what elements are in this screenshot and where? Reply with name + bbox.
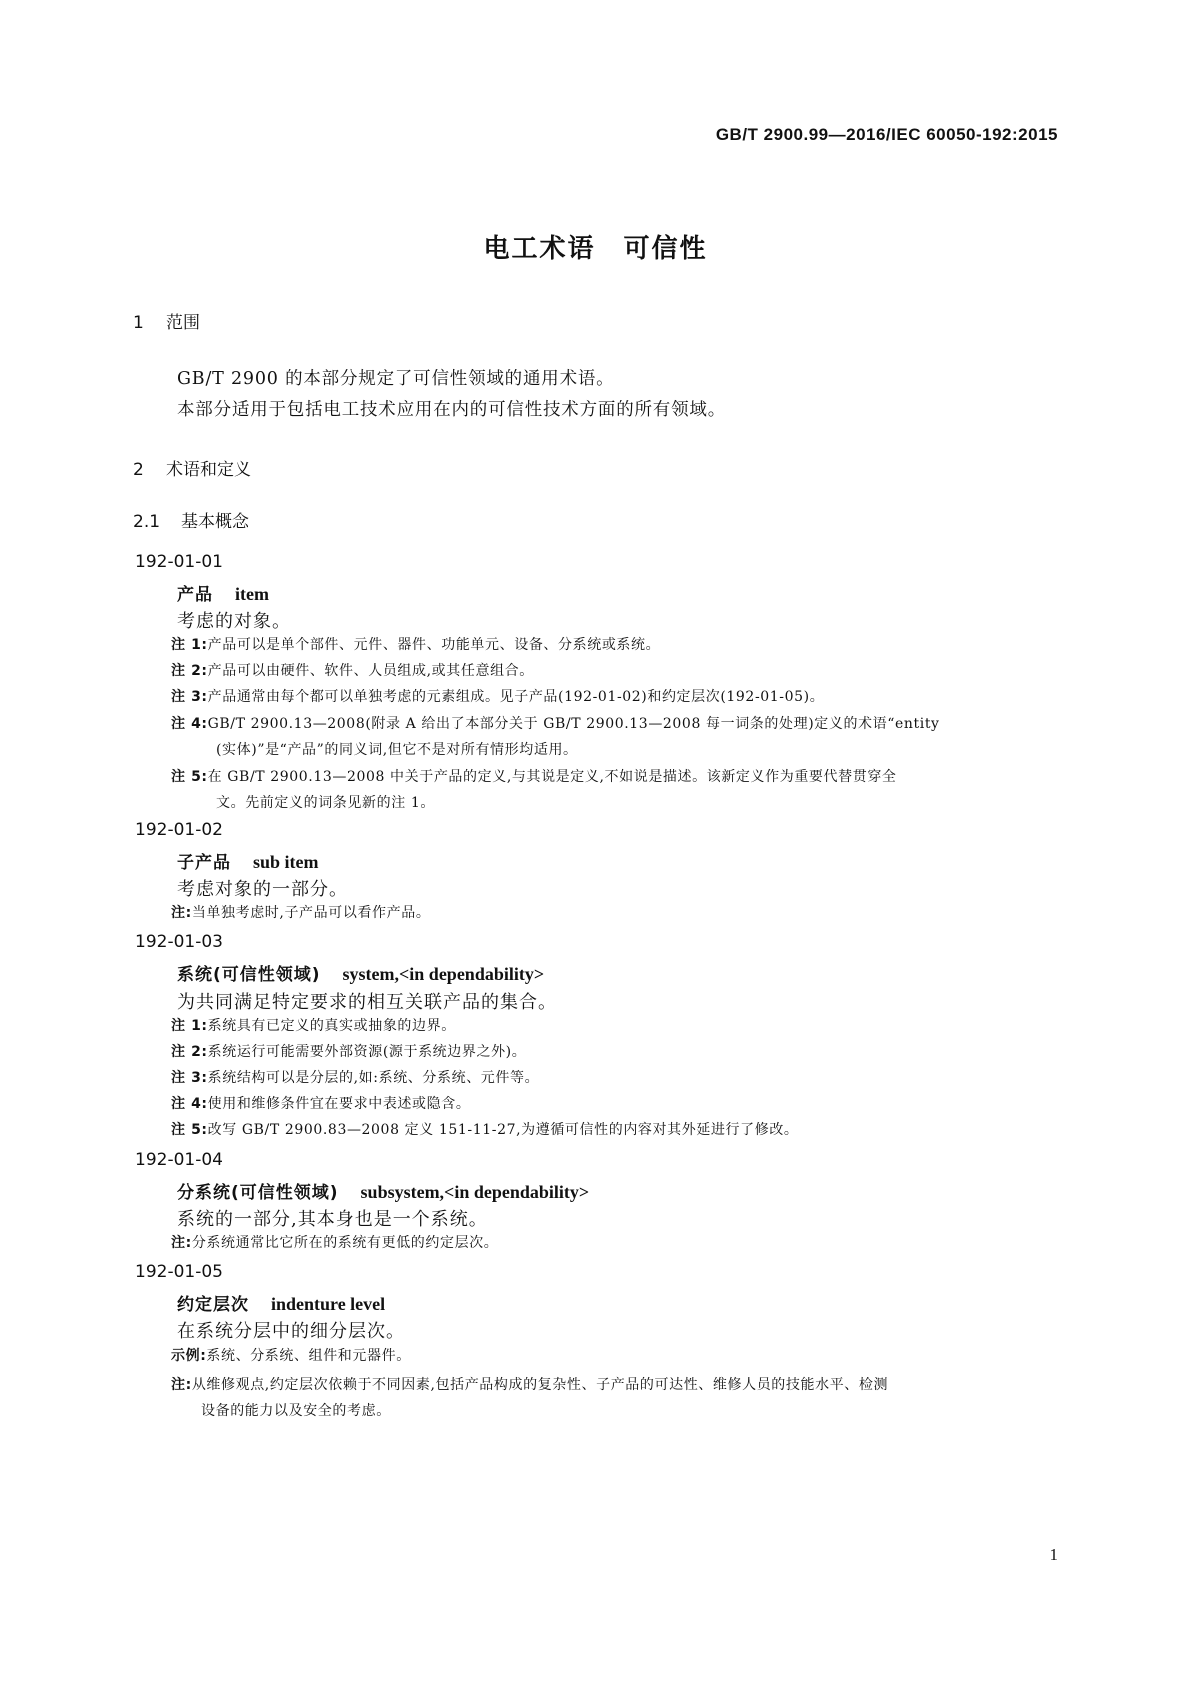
entry-note [171,1091,1051,1117]
entry-code: 192-01-02 [135,820,223,840]
term-chinese: 约定层次 [177,1295,249,1315]
entry-term [177,1178,589,1203]
note-label: 注 4: [171,716,208,732]
note-label: 注 5: [171,1122,208,1138]
note-text: 产品可以由硬件、软件、人员组成,或其任意组合。 [207,663,534,679]
standard-number-header: GB/T 2900.99—2016/IEC 60050-192:2015 [715,125,1058,144]
term-chinese: 产品 [177,585,213,605]
note-text: 当单独考虑时,子产品可以看作产品。 [191,905,431,921]
term-chinese: 分系统(可信性领域) [177,1183,339,1203]
scope-paragraph-1: GB/T 2900 的本部分规定了可信性领域的通用术语。 [177,369,615,389]
entry-definition: 为共同满足特定要求的相互关联产品的集合。 [177,992,557,1013]
entry-example [171,1343,1051,1369]
note-label: 注: [171,905,192,921]
term-chinese: 系统(可信性领域) [177,965,321,985]
entry-note [171,1039,1051,1065]
example-label: 示例: [171,1348,207,1364]
example-text: 系统、分系统、组件和元器件。 [206,1348,411,1364]
entry-note [171,658,1051,684]
note-text: 改写 GB/T 2900.83—2008 定义 151-11-27,为遵循可信性的内容对其外延进行了修改。 [207,1122,799,1138]
term-english: subsystem,<in dependability> [360,1182,590,1202]
entry-code: 192-01-03 [135,932,223,952]
section-number: 2 [133,460,144,480]
note-text: 使用和维修条件宜在要求中表述或隐含。 [207,1096,471,1112]
entry-note [171,764,1051,816]
section-label: 基本概念 [181,512,249,532]
entry-note [171,711,1051,763]
scope-paragraph-2: 本部分适用于包括电工技术应用在内的可信性技术方面的所有领域。 [177,400,726,420]
note-label: 注 3: [171,689,208,705]
note-continuation: 文。先前定义的词条见新的注 1。 [216,795,435,811]
note-text: 产品可以是单个部件、元件、器件、功能单元、设备、分系统或系统。 [207,637,661,653]
entry-definition: 系统的一部分,其本身也是一个系统。 [177,1209,488,1230]
entry-note [171,1117,1051,1143]
section-label: 术语和定义 [166,460,251,480]
note-text: 产品通常由每个都可以单独考虑的元素组成。见子产品(192-01-02)和约定层次(192-01-05)。 [207,689,825,705]
note-text: 在 GB/T 2900.13—2008 中关于产品的定义,与其说是定义,不如说是描述。该新定义作为重要代替贯穿全 [207,769,897,785]
term-english: item [235,584,269,604]
note-label: 注 4: [171,1096,208,1112]
note-text: GB/T 2900.13—2008(附录 A 给出了本部分关于 GB/T 2900.13—2008 每一词条的处理)定义的术语“entity [207,716,940,732]
note-text: 系统运行可能需要外部资源(源于系统边界之外)。 [207,1044,527,1060]
section-2-1-heading [133,507,249,532]
entry-term [177,848,319,873]
entry-note [171,1372,1051,1424]
note-label: 注 3: [171,1070,208,1086]
section-label: 范围 [166,313,200,333]
entry-code: 192-01-05 [135,1262,223,1282]
note-label: 注 1: [171,1018,208,1034]
note-label: 注 5: [171,769,208,785]
note-label: 注: [171,1377,192,1393]
page-number: 1 [1049,1545,1058,1564]
term-english: indenture level [271,1294,386,1314]
section-1-heading [133,308,200,333]
note-label: 注 2: [171,1044,208,1060]
term-english: sub item [253,852,319,872]
term-english: system,<in dependability> [342,964,545,984]
note-text: 系统具有已定义的真实或抽象的边界。 [207,1018,456,1034]
note-label: 注 2: [171,663,208,679]
entry-code: 192-01-04 [135,1150,223,1170]
entry-note [171,632,1051,658]
entry-definition: 在系统分层中的细分层次。 [177,1321,405,1342]
entry-term [177,1290,385,1315]
entry-note [171,1065,1051,1091]
note-text: 分系统通常比它所在的系统有更低的约定层次。 [191,1235,499,1251]
section-2-heading [133,455,251,480]
document-title: 电工术语 可信性 [483,234,708,264]
entry-note [171,1013,1051,1039]
note-text: 系统结构可以是分层的,如:系统、分系统、元件等。 [207,1070,540,1086]
note-text: 从维修观点,约定层次依赖于不同因素,包括产品构成的复杂性、子产品的可达性、维修人员的技能水平、检测 [191,1377,889,1393]
term-chinese: 子产品 [177,853,231,873]
section-number: 1 [133,313,144,333]
note-label: 注 1: [171,637,208,653]
section-number: 2.1 [133,512,161,532]
entry-definition: 考虑对象的一部分。 [177,879,348,900]
note-continuation: 设备的能力以及安全的考虑。 [201,1403,391,1419]
entry-definition: 考虑的对象。 [177,611,291,632]
entry-note [171,1230,1051,1256]
entry-note [171,684,1051,710]
note-label: 注: [171,1235,192,1251]
entry-term [177,580,269,605]
entry-term [177,960,544,985]
entry-code: 192-01-01 [135,552,223,572]
note-continuation: (实体)”是“产品”的同义词,但它不是对所有情形均适用。 [216,742,578,758]
entry-note [171,900,1051,926]
